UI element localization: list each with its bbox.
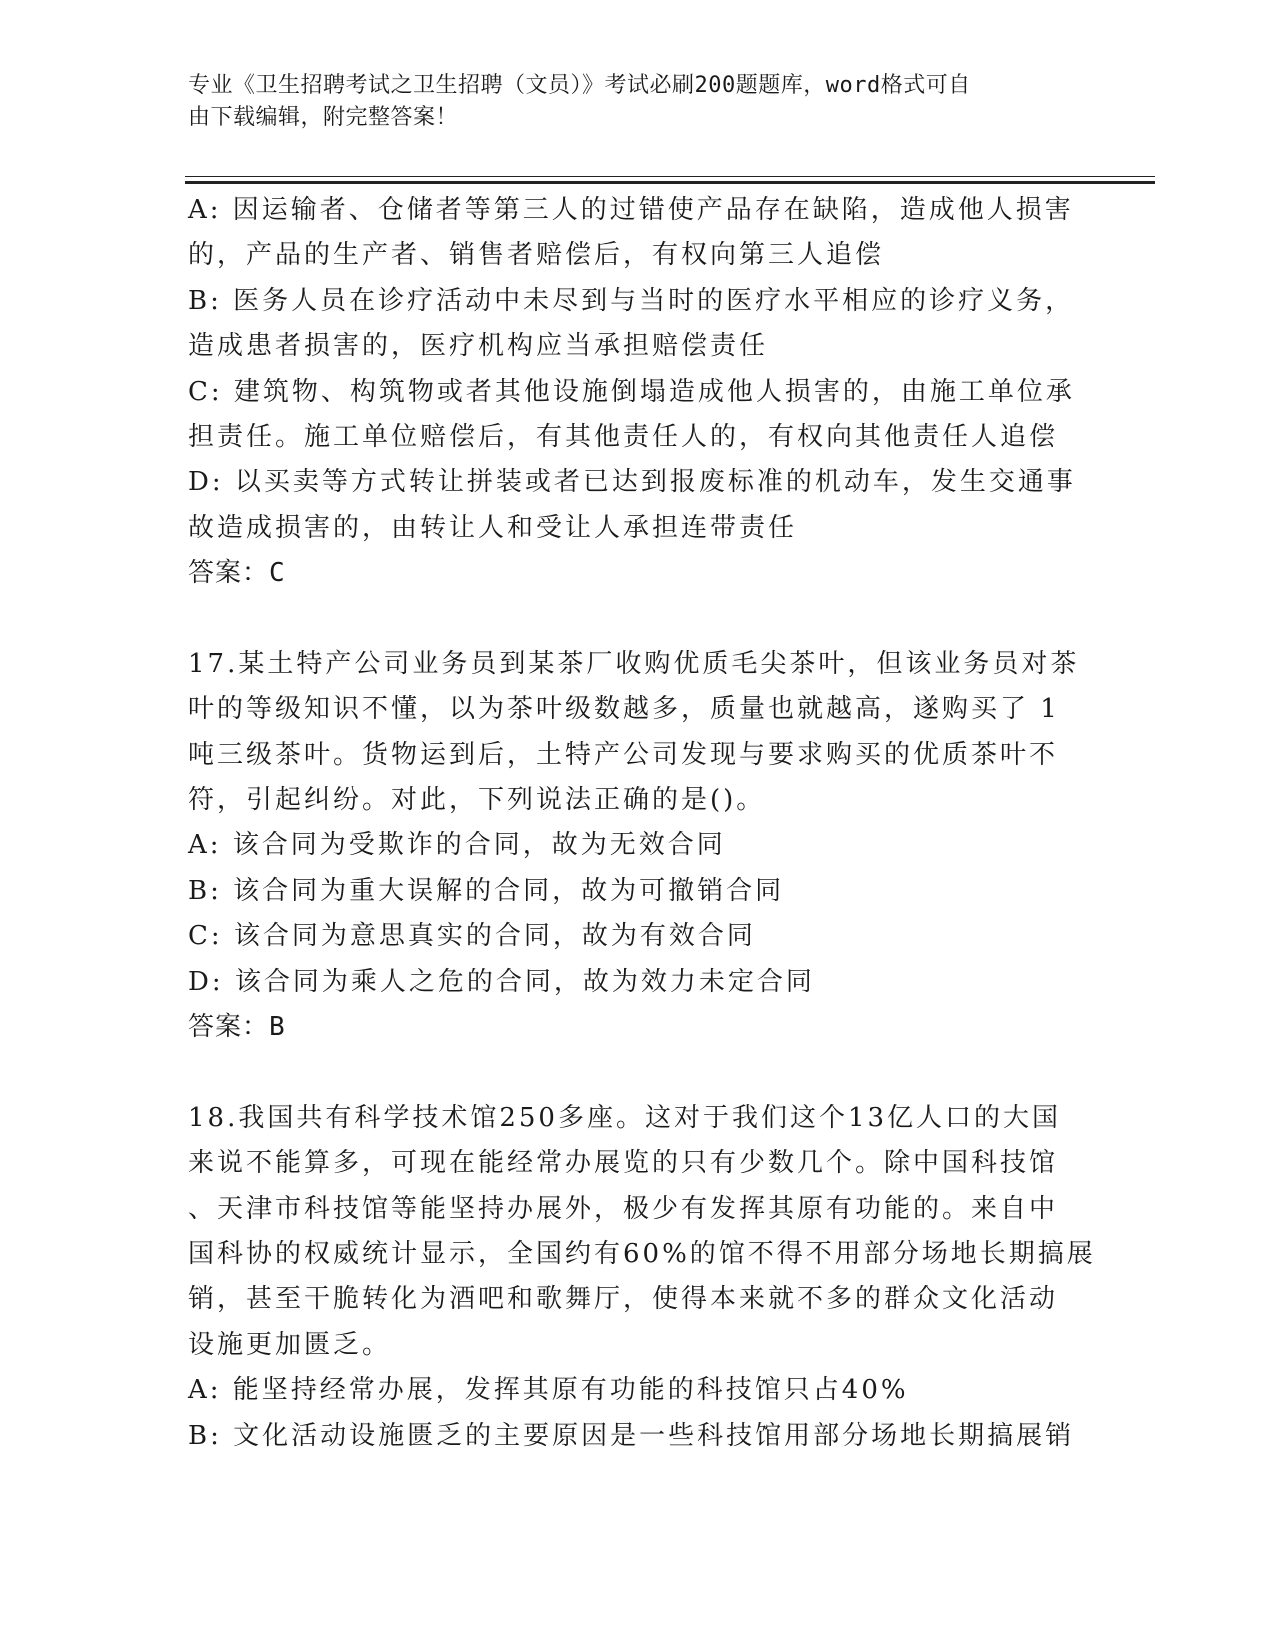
- text-line: 设施更加匮乏。: [188, 1329, 392, 1360]
- option-c: C: 该合同为意思真实的合同，故为有效合同: [188, 921, 756, 952]
- header-divider-thick: [185, 181, 1155, 184]
- text-line: 17.某土特产公司业务员到某茶厂收购优质毛尖茶叶，但该业务员对茶: [188, 648, 1080, 679]
- option-b: B: 该合同为重大误解的合同，故为可撤销合同: [188, 875, 785, 906]
- answer-17: 答案：B: [188, 1012, 286, 1043]
- option-b: B: 文化活动设施匮乏的主要原因是一些科技馆用部分场地长期搞展销: [188, 1420, 1075, 1451]
- text-line: 担责任。施工单位赔偿后，有其他责任人的，有权向其他责任人追偿: [188, 421, 1059, 452]
- question-16-options: [188, 188, 1088, 597]
- text-line: 吨三级茶叶。货物运到后，土特产公司发现与要求购买的优质茶叶不: [188, 739, 1059, 770]
- text-line: D: 以买卖等方式转让拼装或者已达到报废标准的机动车，发生交通事: [188, 467, 1076, 498]
- text-line: 国科协的权威统计显示，全国约有60%的馆不得不用部分场地长期搞展: [188, 1238, 1096, 1269]
- option-a: A: 能坚持经常办展，发挥其原有功能的科技馆只占40%: [188, 1375, 909, 1406]
- header-line-1: 专业《卫生招聘考试之卫生招聘（文员）》考试必刷200题题库，word格式可自: [188, 73, 971, 98]
- spacer: [188, 597, 1088, 642]
- text-line: 、天津市科技馆等能坚持办展外，极少有发挥其原有功能的。来自中: [188, 1193, 1059, 1224]
- option-d: D: 该合同为乘人之危的合同，故为效力未定合同: [188, 966, 815, 997]
- text-line: 故造成损害的，由转让人和受让人承担连带责任: [188, 512, 798, 543]
- question-18: [188, 1096, 1096, 1459]
- document-header: [188, 70, 1088, 134]
- text-line: 符，引起纠纷。对此，下列说法正确的是()。: [188, 785, 766, 816]
- option-a: A: 该合同为受欺诈的合同，故为无效合同: [188, 830, 726, 861]
- text-line: 的，产品的生产者、销售者赔偿后，有权向第三人追偿: [188, 240, 885, 271]
- text-line: 18.我国共有科学技术馆250多座。这对于我们这个13亿人口的大国: [188, 1102, 1062, 1133]
- header-line-2: 由下载编辑，附完整答案！: [188, 105, 459, 130]
- text-line: 造成患者损害的，医疗机构应当承担赔偿责任: [188, 331, 769, 362]
- text-line: 销，甚至干脆转化为酒吧和歌舞厅，使得本来就不多的群众文化活动: [188, 1284, 1059, 1315]
- spacer: [188, 1050, 1088, 1095]
- header-divider-thin: [185, 176, 1155, 177]
- text-line: 叶的等级知识不懂，以为茶叶级数越多，质量也就越高，遂购买了 1: [188, 694, 1060, 725]
- text-line: 来说不能算多，可现在能经常办展览的只有少数几个。除中国科技馆: [188, 1148, 1059, 1179]
- answer-16: 答案：C: [188, 558, 286, 589]
- question-17: [188, 642, 1088, 1051]
- text-line: C: 建筑物、构筑物或者其他设施倒塌造成他人损害的，由施工单位承: [188, 376, 1075, 407]
- document-body: [188, 188, 1096, 1459]
- text-line: A: 因运输者、仓储者等第三人的过错使产品存在缺陷，造成他人损害: [188, 195, 1074, 225]
- text-line: B: 医务人员在诊疗活动中未尽到与当时的医疗水平相应的诊疗义务，: [188, 285, 1075, 316]
